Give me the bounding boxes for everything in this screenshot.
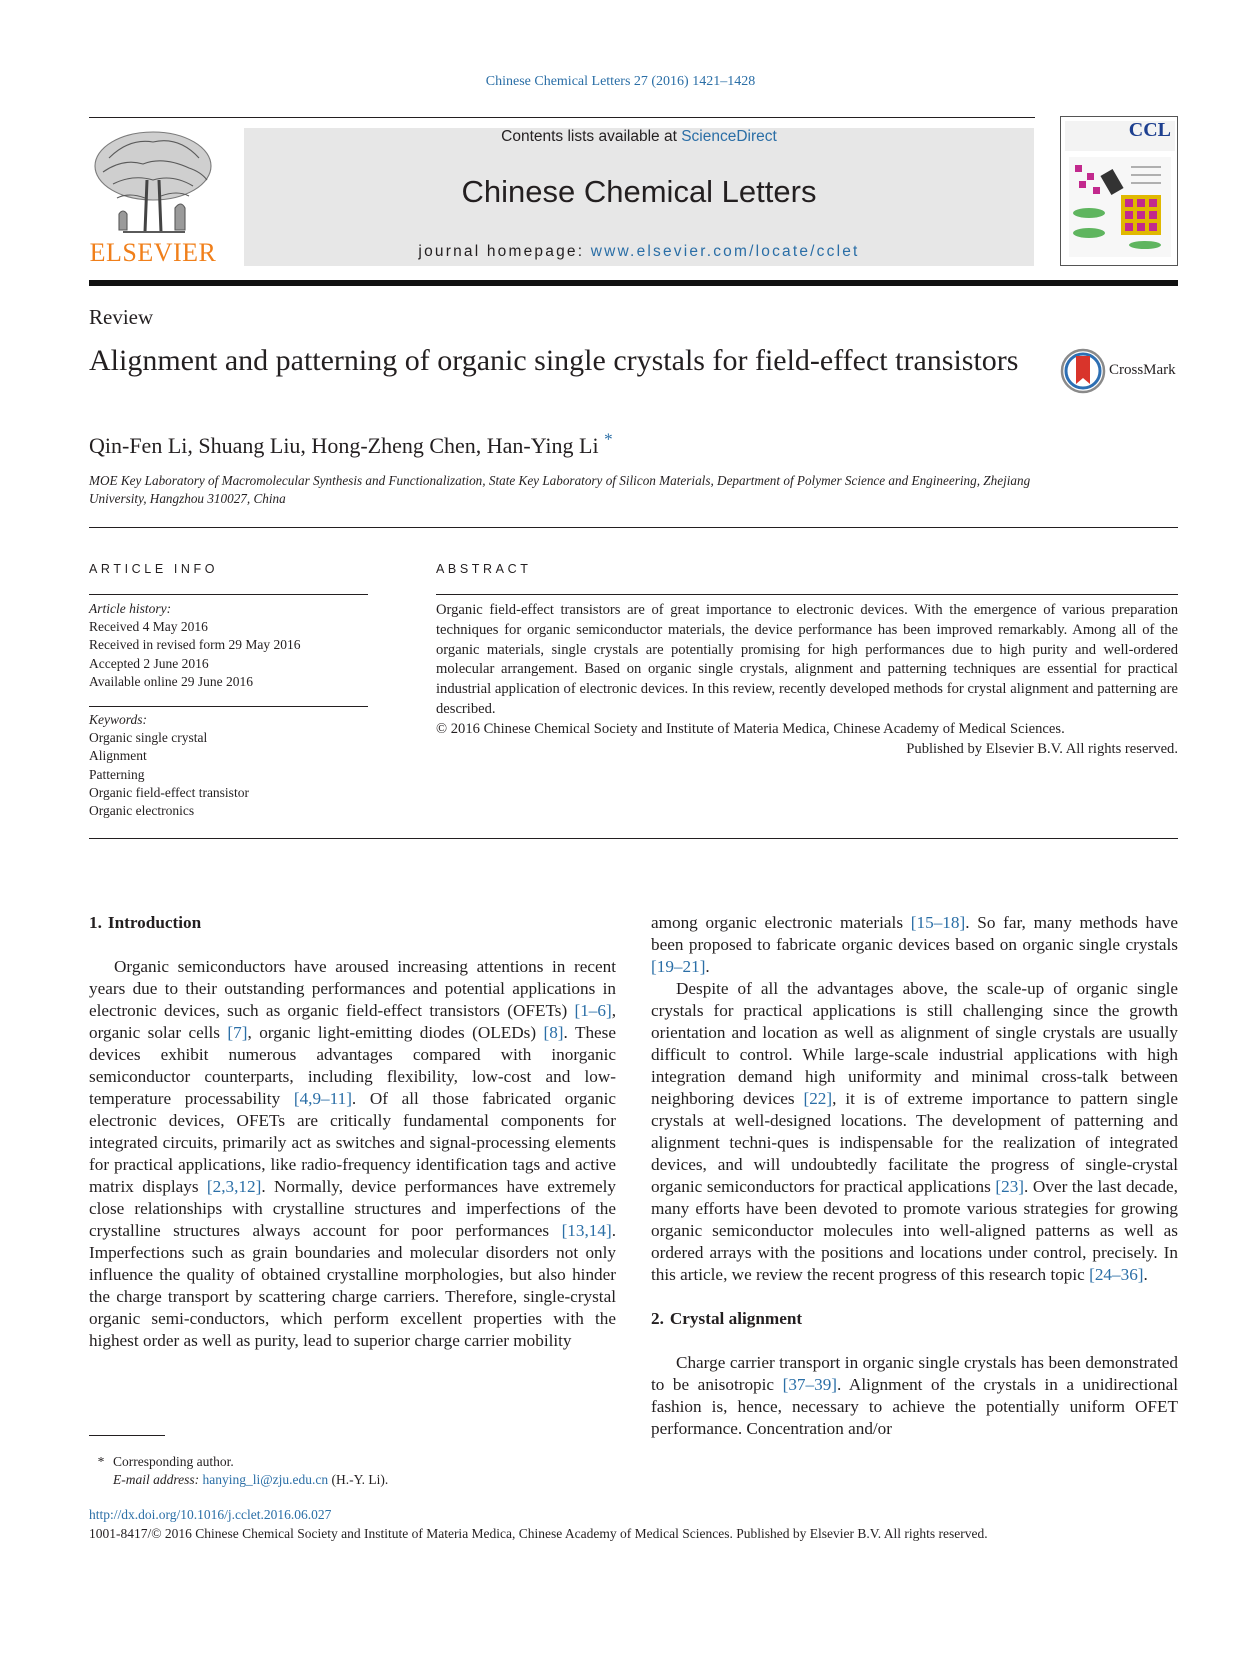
abstract-publisher: Published by Elsevier B.V. All rights reserved. (906, 740, 1178, 757)
reference-link[interactable]: [19–21] (651, 957, 706, 976)
doi-link[interactable]: http://dx.doi.org/10.1016/j.cclet.2016.06.027 (89, 1507, 332, 1522)
author-affiliation: MOE Key Laboratory of Macromolecular Synthesis and Functionalization, State Key Laboratory of Silicon Materials, Department of Polymer Science and Engineering, Zhejiang University, Hangzhou 310027, China (89, 473, 1031, 506)
abstract-text: Organic field-effect transistors are of great importance to electronic devices. With the emergence of various preparation techniques for organic semiconductor materials, the device performance has been improved remarkably. Among all of the organic materials, single crystals are potentially promising for high performances due to high purity and well-ordered molecular arrangement. Based on organic single crystals, alignment and patterning techniques are essential for practical industrial application of electronic devices. In this review, recently developed methods for crystal alignment and patterning are described. (436, 602, 1178, 717)
top-rule (89, 117, 1035, 118)
article-title: Alignment and patterning of organic single crystals for field-effect transistors (89, 344, 1019, 377)
crossmark-icon (1060, 348, 1106, 394)
history-received: Received 4 May 2016 (89, 619, 208, 635)
abstract-rule (436, 594, 1178, 595)
keyword-item: Organic electronics (89, 803, 195, 819)
keywords-list (89, 711, 368, 820)
footnote-email-label: E-mail address: (113, 1472, 200, 1488)
crossmark-label: CrossMark (1109, 362, 1176, 378)
abstract-bottom-rule (89, 838, 1178, 839)
elsevier-logo (89, 128, 217, 268)
masthead-thick-rule (89, 280, 1178, 286)
reference-link[interactable]: [4,9–11] (293, 1089, 352, 1108)
sciencedirect-link[interactable]: ScienceDirect (681, 128, 777, 145)
reference-link[interactable]: [13,14] (561, 1221, 612, 1240)
reference-link[interactable]: [1–6] (574, 1001, 612, 1020)
intro-paragraph-2: Despite of all the advantages above, the scale-up of organic single crystals for practical applications is still challenging since the growth orientation and location as well as alignment of single crystals are usually difficult to control. While large-scale industrial applications with high integration demand high uniformity and minimal cross-talk between neighboring devices [22], it is of extreme importance to pattern single crystals at well-designed locations. The development of patterning and alignment techni-ques is indispensable for the realization of integrated devices, and will undoubtedly facilitate the progress of single-crystal organic semiconductors for practical applications [23]. Over the last decade, many efforts have been devoted to promote various strategies for growing organic semiconductor molecules into well-aligned patterns as well as ordered arrays with the positions and locations under control, precisely. In this article, we review the recent progress of this research topic [24–36]. (651, 979, 1178, 1284)
reference-link[interactable]: [8] (543, 1023, 564, 1042)
footnote-rule (89, 1435, 165, 1436)
reference-link[interactable]: [24–36] (1089, 1265, 1144, 1284)
keyword-item: Organic single crystal (89, 730, 208, 746)
abstract-copyright: © 2016 Chinese Chemical Society and Institute of Materia Medica, Chinese Academy of Medical Sciences. (436, 720, 1065, 737)
journal-citation[interactable]: Chinese Chemical Letters 27 (2016) 1421–1428 (485, 74, 756, 89)
reference-link[interactable]: [22] (803, 1089, 833, 1108)
corresponding-author-footnote (89, 1453, 616, 1490)
reference-link[interactable]: [37–39] (782, 1375, 838, 1394)
intro-paragraph-1-continued: among organic electronic materials [15–18]. So far, many methods have been proposed to fabricate organic devices based on organic single crystals [19–21]. (651, 913, 1178, 976)
history-online: Available online 29 June 2016 (89, 673, 253, 689)
footnote-email-suffix: (H.-Y. Li). (331, 1472, 389, 1488)
header-bottom-rule (89, 527, 1178, 528)
section-number: 2. (651, 1309, 664, 1328)
abstract-heading: ABSTRACT (436, 562, 532, 576)
history-accepted: Accepted 2 June 2016 (89, 655, 209, 671)
keywords-label: Keywords: (89, 712, 147, 727)
section-title: Introduction (107, 913, 202, 932)
history-label: Article history: (89, 601, 172, 616)
elsevier-wordmark: ELSEVIER (89, 238, 217, 267)
history-revised: Received in revised form 29 May 2016 (89, 637, 301, 653)
journal-cover-thumbnail (1060, 116, 1178, 266)
journal-banner (244, 128, 1034, 266)
author-email-link[interactable]: hanying_li@zju.edu.cn (202, 1472, 329, 1488)
journal-title: Chinese Chemical Letters (461, 174, 817, 209)
keywords-rule (89, 706, 368, 707)
abstract-block (436, 601, 1178, 759)
article-type: Review (89, 305, 154, 329)
corresponding-author-mark[interactable]: * (604, 429, 613, 449)
alignment-paragraph-1: Charge carrier transport in organic single crystals has been demonstrated to be anisotropic [37–39]. Alignment of the crystals in a unidirectional fashion is, hence, necessary to achieve the potentially uniform OFET performance. Concentration and/or (651, 1353, 1178, 1438)
homepage-link[interactable]: www.elsevier.com/locate/cclet (590, 243, 860, 260)
article-info-heading: ARTICLE INFO (89, 562, 219, 576)
body-column-right (651, 912, 1178, 1440)
contents-availability (244, 128, 1034, 146)
footnote-corresponding: Corresponding author. (113, 1454, 234, 1469)
reference-link[interactable]: [23] (995, 1177, 1025, 1196)
article-info-rule (89, 594, 368, 595)
reference-link[interactable]: [2,3,12] (206, 1177, 262, 1196)
keyword-item: Organic field-effect transistor (89, 784, 249, 800)
crossmark-badge[interactable] (1060, 348, 1180, 394)
keyword-item: Patterning (89, 766, 145, 782)
section-number: 1. (89, 913, 102, 932)
footnote-mark: * (97, 1454, 105, 1469)
reference-link[interactable]: [15–18] (910, 913, 966, 932)
article-history (89, 600, 368, 691)
intro-paragraph-1: Organic semiconductors have aroused increasing attentions in recent years due to their outstanding performances and potential applications in electronic devices, such as organic field-effect transistors (OFETs) [1–6], organic solar cells [7], organic light-emitting diodes (OLEDs) [8]. These devices exhibit numerous advantages compared with inorganic semiconductor counterparts, including flexibility, low-cost and low-temperature processability [4,9–11]. Of all those fabricated organic electronic devices, OFETs are critically fundamental components for integrated circuits, primarily act as switches and signal-processing elements for practical applications, like radio-frequency identification tags and active matrix displays [2,3,12]. Normally, device performances have extremely close relationships with crystalline structures and imperfections of the crystalline structures always account for poor performances [13,14]. Imperfections such as grain boundaries and molecular disorders not only influence the quality of obtained crystalline morphologies, but also hinder the charge transport by scattering charge carriers. Therefore, single-crystal organic semi-conductors, which perform excellent properties with the highest order as well as purity, lead to superior charge carrier mobility (89, 957, 616, 1350)
cover-ccl-label: CCL (1128, 119, 1171, 141)
section-title: Crystal alignment (669, 1309, 803, 1328)
reference-link[interactable]: [7] (227, 1023, 248, 1042)
keyword-item: Alignment (89, 748, 147, 764)
section-heading-crystal-alignment (651, 1308, 1178, 1330)
elsevier-tree-icon (89, 128, 217, 236)
authors-text: Qin-Fen Li, Shuang Liu, Hong-Zheng Chen, Han-Ying Li (89, 433, 599, 458)
section-heading-introduction (89, 912, 616, 934)
contents-prefix: Contents lists available at (501, 128, 682, 145)
body-column-left (89, 912, 616, 1352)
issn-copyright: 1001-8417/© 2016 Chinese Chemical Society and Institute of Materia Medica, Chinese Academy of Medical Sciences. Published by Elsevier B.V. All rights reserved. (89, 1526, 988, 1541)
homepage-prefix: journal homepage: (418, 243, 591, 260)
journal-homepage (244, 243, 1034, 261)
author-list (89, 429, 613, 459)
